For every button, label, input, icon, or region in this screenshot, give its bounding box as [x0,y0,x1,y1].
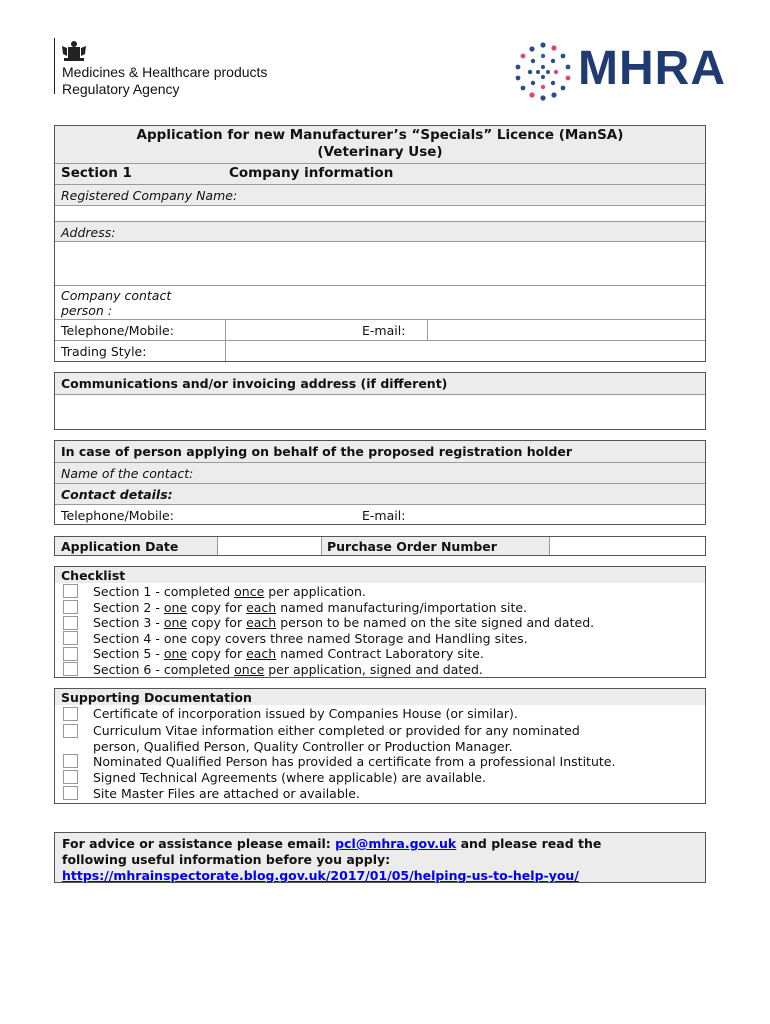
purchase-order-field[interactable] [549,537,705,555]
trading-style-label: Trading Style: [61,344,147,359]
behalf-section [54,440,706,525]
checklist-item-6: Section 6 - completed once per application, signed and dated. [93,661,483,677]
address-field[interactable] [55,241,705,285]
form-title-line2: (Veterinary Use) [317,144,443,160]
communications-heading: Communications and/or invoicing address (if different) [61,376,448,391]
checklist-checkbox-3[interactable] [63,616,78,630]
checklist-heading: Checklist [61,568,126,583]
advice-section [54,832,706,883]
supporting-checkbox-2[interactable] [63,724,78,738]
advice-line3 [62,868,579,883]
contact-details-row [55,483,705,504]
section-number: Section 1 [61,165,132,181]
telephone-field[interactable] [225,320,354,340]
form-title-line1: Application for new Manufacturer’s “Specials” Licence (ManSA) [136,127,624,143]
address-label-row [55,221,705,241]
application-date-field[interactable] [217,537,322,555]
trading-style-row [55,340,705,361]
advice-line1: For advice or assistance please email: pcl@mhra.gov.uk and please read the [62,836,602,851]
supporting-item-1: Certificate of incorporation issued by Companies House (or similar). [93,706,518,721]
agency-name: Medicines & Healthcare products Regulatory Agency [62,64,268,97]
supporting-item-2-line1: Curriculum Vitae information either completed or provided for any nominated [93,723,580,738]
form-title [55,126,705,163]
behalf-heading-row [55,441,705,462]
communications-address-field[interactable] [55,394,705,429]
email-label: E-mail: [362,323,406,338]
behalf-telephone-email-row [55,504,705,524]
behalf-email-label: E-mail: [362,508,406,523]
supporting-checkbox-1[interactable] [63,707,78,721]
checklist-section [54,566,706,678]
section-header [55,163,705,184]
mhra-logo-text: MHRA [578,42,726,95]
behalf-heading: In case of person applying on behalf of the proposed registration holder [61,444,573,459]
checklist-item-3: Section 3 - one copy for each person to be named on the site signed and dated. [93,615,595,630]
registered-company-name-label: Registered Company Name: [61,188,238,203]
advice-blog-link[interactable]: https://mhrainspectorate.blog.gov.uk/2017/01/05/helping-us-to-help-you/ [62,868,579,883]
address-label: Address: [61,225,116,240]
supporting-item-5: Site Master Files are attached or available. [93,786,360,801]
supporting-documentation-section [54,688,706,804]
section-title: Company information [229,165,394,181]
checklist-checkbox-1[interactable] [63,584,78,598]
supporting-heading: Supporting Documentation [61,690,252,705]
telephone-label: Telephone/Mobile: [61,323,174,338]
checklist-item-4: Section 4 - one copy covers three named Storage and Handling sites. [93,630,528,646]
purchase-order-label: Purchase Order Number [327,539,497,554]
purchase-order-label-cell [321,537,550,555]
checklist-checkbox-6[interactable] [63,662,78,676]
supporting-item-3: Nominated Qualified Person has provided a certificate from a professional Institute. [93,754,616,769]
email-field[interactable] [427,320,705,340]
application-date-row [54,536,706,556]
supporting-heading-row [55,689,705,705]
supporting-item-2-line2: person, Qualified Person, Quality Controller or Production Manager. [93,738,513,754]
registered-company-name-label-row [55,184,705,205]
advice-line2: following useful information before you apply: [62,852,391,867]
advice-email-link[interactable]: pcl@mhra.gov.uk [335,836,457,851]
contact-details-label: Contact details: [61,487,173,502]
supporting-item-4: Signed Technical Agreements (where applicable) are available. [93,770,486,785]
checklist-checkbox-2[interactable] [63,600,78,614]
supporting-checkbox-4[interactable] [63,770,78,784]
name-of-contact-label: Name of the contact: [61,466,194,481]
section1-form [54,125,706,362]
company-contact-label: Company contact person : [61,288,172,318]
checklist-item-1: Section 1 - completed once per application. [93,584,366,599]
royal-crest-icon [60,40,88,62]
application-date-label: Application Date [61,539,179,554]
behalf-telephone-label: Telephone/Mobile: [61,508,174,523]
supporting-checkbox-5[interactable] [63,786,78,800]
checklist-item-2: Section 2 - one copy for each named manufacturing/importation site. [93,599,528,615]
registered-company-name-field[interactable] [55,205,705,221]
checklist-item-5: Section 5 - one copy for each named Contract Laboratory site. [93,646,484,661]
application-date-label-cell [55,537,217,555]
logo-divider [54,38,55,94]
mhra-dots-logo-icon [510,40,576,102]
checklist-checkbox-4[interactable] [63,631,78,645]
checklist-heading-row [55,567,705,583]
name-of-contact-row [55,462,705,483]
telephone-email-row [55,319,705,340]
checklist-checkbox-5[interactable] [63,647,78,661]
supporting-checkbox-3[interactable] [63,754,78,768]
communications-section [54,372,706,430]
company-contact-row [55,285,705,319]
trading-style-field[interactable] [225,341,705,361]
communications-heading-row [55,373,705,394]
